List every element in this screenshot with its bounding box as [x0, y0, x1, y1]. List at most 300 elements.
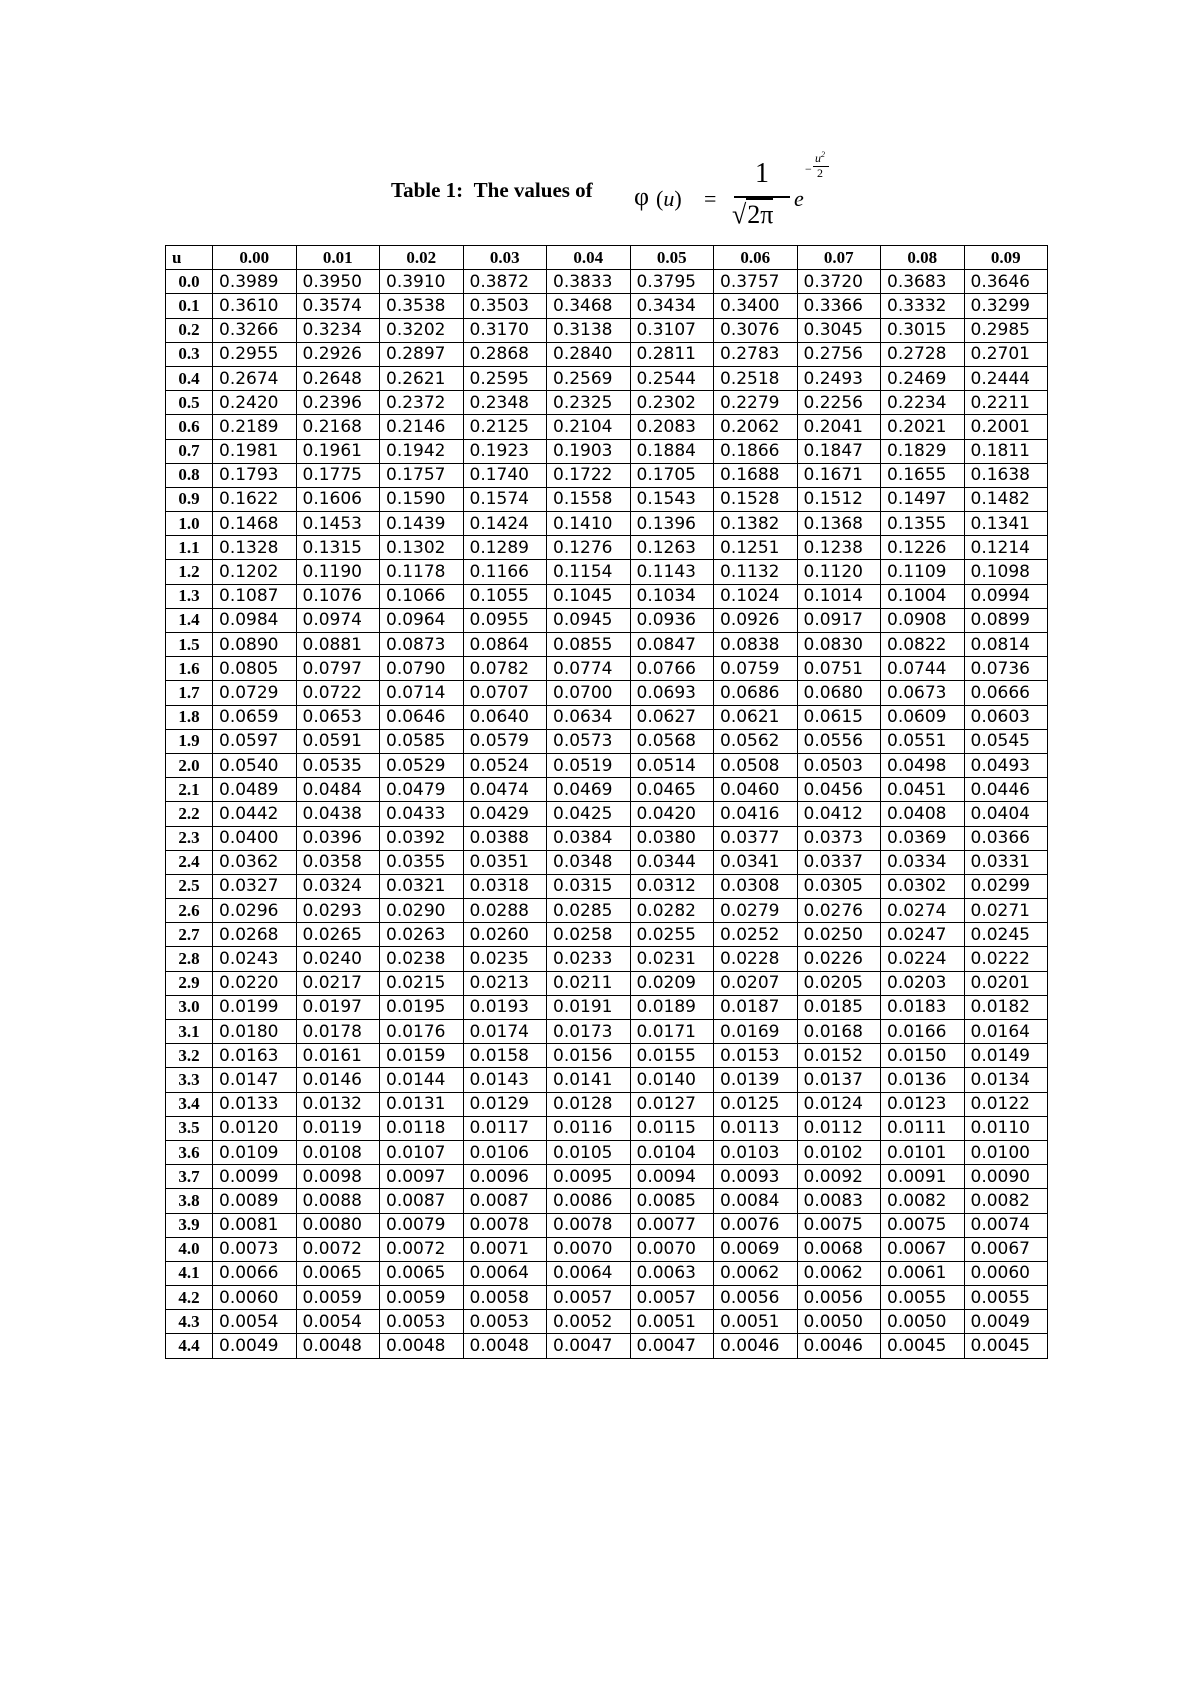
table-cell: 0.1214 [964, 536, 1048, 560]
table-cell: 0.0071 [463, 1237, 547, 1261]
table-cell: 0.0263 [380, 923, 464, 947]
table-cell: 0.0201 [964, 971, 1048, 995]
table-cell: 0.1655 [881, 463, 965, 487]
row-header: 1.7 [166, 681, 213, 705]
table-cell: 0.0133 [213, 1092, 297, 1116]
table-cell: 0.0187 [714, 995, 798, 1019]
table-cell: 0.0722 [296, 681, 380, 705]
table-cell: 0.1497 [881, 487, 965, 511]
table-cell: 0.0112 [797, 1116, 881, 1140]
table-cell: 0.2756 [797, 342, 881, 366]
table-row [166, 802, 1048, 826]
row-header: 0.2 [166, 318, 213, 342]
table-cell: 0.0060 [213, 1286, 297, 1310]
column-header: 0.08 [881, 246, 965, 270]
table-cell: 0.1368 [797, 512, 881, 536]
table-cell: 0.0087 [463, 1189, 547, 1213]
table-cell: 0.0166 [881, 1020, 965, 1044]
table-cell: 0.0744 [881, 657, 965, 681]
table-cell: 0.0211 [547, 971, 631, 995]
table-cell: 0.0579 [463, 729, 547, 753]
row-header: 0.4 [166, 366, 213, 390]
table-cell: 0.1154 [547, 560, 631, 584]
table-cell: 0.0646 [380, 705, 464, 729]
table-cell: 0.0119 [296, 1116, 380, 1140]
table-cell: 0.1482 [964, 487, 1048, 511]
table-cell: 0.0050 [797, 1310, 881, 1334]
table-cell: 0.0964 [380, 608, 464, 632]
table-cell: 0.0331 [964, 850, 1048, 874]
table-cell: 0.0070 [630, 1237, 714, 1261]
table-cell: 0.2279 [714, 391, 798, 415]
table-cell: 0.0182 [964, 995, 1048, 1019]
table-cell: 0.0096 [463, 1165, 547, 1189]
row-header: 2.3 [166, 826, 213, 850]
column-header: 0.03 [463, 246, 547, 270]
table-cell: 0.1014 [797, 584, 881, 608]
table-cell: 0.0048 [296, 1334, 380, 1358]
table-cell: 0.1606 [296, 487, 380, 511]
table-cell: 0.0146 [296, 1068, 380, 1092]
table-cell: 0.0189 [630, 995, 714, 1019]
table-cell: 0.0400 [213, 826, 297, 850]
table-row [166, 971, 1048, 995]
table-cell: 0.0469 [547, 778, 631, 802]
row-header: 0.9 [166, 487, 213, 511]
table-cell: 0.0302 [881, 874, 965, 898]
row-header: 1.9 [166, 729, 213, 753]
table-row [166, 1165, 1048, 1189]
table-cell: 0.0089 [213, 1189, 297, 1213]
table-cell: 0.2348 [463, 391, 547, 415]
row-header: 2.1 [166, 778, 213, 802]
table-row [166, 342, 1048, 366]
table-cell: 0.3989 [213, 270, 297, 294]
row-header: 4.3 [166, 1310, 213, 1334]
table-cell: 0.1066 [380, 584, 464, 608]
row-header: 4.2 [166, 1286, 213, 1310]
table-cell: 0.0224 [881, 947, 965, 971]
table-cell: 0.0065 [380, 1261, 464, 1285]
table-cell: 0.3683 [881, 270, 965, 294]
table-cell: 0.0149 [964, 1044, 1048, 1068]
table-cell: 0.0169 [714, 1020, 798, 1044]
table-row [166, 608, 1048, 632]
table-cell: 0.0191 [547, 995, 631, 1019]
table-cell: 0.0299 [964, 874, 1048, 898]
table-cell: 0.1740 [463, 463, 547, 487]
table-row [166, 923, 1048, 947]
table-cell: 0.0075 [881, 1213, 965, 1237]
table-cell: 0.0766 [630, 657, 714, 681]
table-cell: 0.0233 [547, 947, 631, 971]
table-row [166, 753, 1048, 777]
column-header: 0.00 [213, 246, 297, 270]
table-cell: 0.1847 [797, 439, 881, 463]
table-cell: 0.0324 [296, 874, 380, 898]
table-cell: 0.1424 [463, 512, 547, 536]
table-cell: 0.0080 [296, 1213, 380, 1237]
table-cell: 0.0276 [797, 899, 881, 923]
row-header: 0.3 [166, 342, 213, 366]
table-row [166, 318, 1048, 342]
table-cell: 0.0384 [547, 826, 631, 850]
table-cell: 0.0220 [213, 971, 297, 995]
table-cell: 0.1439 [380, 512, 464, 536]
table-cell: 0.0108 [296, 1140, 380, 1164]
row-header: 2.2 [166, 802, 213, 826]
formula-numerator: 1 [755, 158, 769, 189]
formula-exponent [805, 150, 845, 186]
table-cell: 0.0337 [797, 850, 881, 874]
table-cell: 0.0073 [213, 1237, 297, 1261]
exponent-power: 2 [821, 150, 825, 159]
table-cell: 0.0573 [547, 729, 631, 753]
table-row [166, 294, 1048, 318]
table-cell: 0.0597 [213, 729, 297, 753]
table-cell: 0.2868 [463, 342, 547, 366]
table-row [166, 1020, 1048, 1044]
table-cell: 0.0180 [213, 1020, 297, 1044]
table-cell: 0.0123 [881, 1092, 965, 1116]
table-cell: 0.0057 [547, 1286, 631, 1310]
table-cell: 0.1543 [630, 487, 714, 511]
table-cell: 0.0729 [213, 681, 297, 705]
table-cell: 0.3950 [296, 270, 380, 294]
table-cell: 0.0673 [881, 681, 965, 705]
table-row [166, 415, 1048, 439]
row-header: 1.1 [166, 536, 213, 560]
row-header: 0.1 [166, 294, 213, 318]
table-cell: 0.2062 [714, 415, 798, 439]
table-cell: 0.0653 [296, 705, 380, 729]
row-header: 3.3 [166, 1068, 213, 1092]
table-cell: 0.0285 [547, 899, 631, 923]
table-row [166, 995, 1048, 1019]
table-cell: 0.0110 [964, 1116, 1048, 1140]
table-cell: 0.0380 [630, 826, 714, 850]
row-header: 2.9 [166, 971, 213, 995]
table-cell: 0.0627 [630, 705, 714, 729]
row-header: 3.5 [166, 1116, 213, 1140]
table-cell: 0.0377 [714, 826, 798, 850]
table-cell: 0.1087 [213, 584, 297, 608]
table-cell: 0.0751 [797, 657, 881, 681]
table-row [166, 560, 1048, 584]
table-cell: 0.0047 [630, 1334, 714, 1358]
table-cell: 0.0258 [547, 923, 631, 947]
table-cell: 0.0100 [964, 1140, 1048, 1164]
table-cell: 0.0045 [881, 1334, 965, 1358]
table-cell: 0.0484 [296, 778, 380, 802]
table-cell: 0.0222 [964, 947, 1048, 971]
table-cell: 0.0077 [630, 1213, 714, 1237]
formula-denominator [732, 200, 773, 230]
exponent-denominator: 2 [817, 166, 823, 180]
table-cell: 0.0984 [213, 608, 297, 632]
table-cell: 0.0404 [964, 802, 1048, 826]
table-cell: 0.0107 [380, 1140, 464, 1164]
table-cell: 0.0341 [714, 850, 798, 874]
table-cell: 0.2493 [797, 366, 881, 390]
table-cell: 0.0714 [380, 681, 464, 705]
row-header: 1.8 [166, 705, 213, 729]
table-cell: 0.0634 [547, 705, 631, 729]
table-cell: 0.1775 [296, 463, 380, 487]
pdf-formula [634, 150, 834, 230]
table-cell: 0.1671 [797, 463, 881, 487]
table-cell: 0.0503 [797, 753, 881, 777]
row-header: 0.5 [166, 391, 213, 415]
table-cell: 0.0131 [380, 1092, 464, 1116]
table-cell: 0.0095 [547, 1165, 631, 1189]
table-cell: 0.0185 [797, 995, 881, 1019]
table-cell: 0.0150 [881, 1044, 965, 1068]
table-cell: 0.1961 [296, 439, 380, 463]
table-cell: 0.0366 [964, 826, 1048, 850]
table-cell: 0.0508 [714, 753, 798, 777]
table-row [166, 874, 1048, 898]
table-cell: 0.0075 [797, 1213, 881, 1237]
table-cell: 0.1045 [547, 584, 631, 608]
row-header: 0.7 [166, 439, 213, 463]
table-cell: 0.1178 [380, 560, 464, 584]
table-title [0, 150, 1200, 230]
table-cell: 0.0917 [797, 608, 881, 632]
table-cell: 0.0161 [296, 1044, 380, 1068]
table-cell: 0.2811 [630, 342, 714, 366]
row-header: 3.6 [166, 1140, 213, 1164]
table-cell: 0.1574 [463, 487, 547, 511]
table-cell: 0.3332 [881, 294, 965, 318]
table-cell: 0.0060 [964, 1261, 1048, 1285]
table-cell: 0.2701 [964, 342, 1048, 366]
table-cell: 0.1120 [797, 560, 881, 584]
row-header: 3.0 [166, 995, 213, 1019]
row-header: 3.2 [166, 1044, 213, 1068]
table-cell: 0.2168 [296, 415, 380, 439]
table-cell: 0.1302 [380, 536, 464, 560]
table-cell: 0.1190 [296, 560, 380, 584]
table-cell: 0.0955 [463, 608, 547, 632]
table-cell: 0.2444 [964, 366, 1048, 390]
table-cell: 0.2125 [463, 415, 547, 439]
table-cell: 0.0079 [380, 1213, 464, 1237]
table-cell: 0.0250 [797, 923, 881, 947]
table-cell: 0.0790 [380, 657, 464, 681]
table-cell: 0.0355 [380, 850, 464, 874]
table-cell: 0.1034 [630, 584, 714, 608]
table-row [166, 633, 1048, 657]
table-cell: 0.0247 [881, 923, 965, 947]
table-cell: 0.0050 [881, 1310, 965, 1334]
table-cell: 0.2021 [881, 415, 965, 439]
table-row [166, 1140, 1048, 1164]
table-cell: 0.1238 [797, 536, 881, 560]
table-cell: 0.2234 [881, 391, 965, 415]
row-header: 4.4 [166, 1334, 213, 1358]
table-cell: 0.0362 [213, 850, 297, 874]
table-cell: 0.0205 [797, 971, 881, 995]
table-cell: 0.1811 [964, 439, 1048, 463]
table-cell: 0.0081 [213, 1213, 297, 1237]
table-cell: 0.2569 [547, 366, 631, 390]
table-cell: 0.0136 [881, 1068, 965, 1092]
table-cell: 0.0213 [463, 971, 547, 995]
table-cell: 0.1076 [296, 584, 380, 608]
table-cell: 0.0238 [380, 947, 464, 971]
table-cell: 0.0855 [547, 633, 631, 657]
row-header: 4.0 [166, 1237, 213, 1261]
table-cell: 0.0056 [714, 1286, 798, 1310]
row-header: 3.7 [166, 1165, 213, 1189]
table-cell: 0.0074 [964, 1213, 1048, 1237]
table-cell: 0.0519 [547, 753, 631, 777]
table-cell: 0.0936 [630, 608, 714, 632]
table-row [166, 487, 1048, 511]
table-cell: 0.0615 [797, 705, 881, 729]
table-cell: 0.3400 [714, 294, 798, 318]
table-cell: 0.0046 [797, 1334, 881, 1358]
row-header: 2.4 [166, 850, 213, 874]
table-cell: 0.0125 [714, 1092, 798, 1116]
table-row [166, 826, 1048, 850]
table-cell: 0.0113 [714, 1116, 798, 1140]
table-cell: 0.0070 [547, 1237, 631, 1261]
table-cell: 0.0315 [547, 874, 631, 898]
table-cell: 0.0433 [380, 802, 464, 826]
table-cell: 0.0076 [714, 1213, 798, 1237]
table-cell: 0.1055 [463, 584, 547, 608]
table-cell: 0.0493 [964, 753, 1048, 777]
table-cell: 0.0429 [463, 802, 547, 826]
table-row [166, 584, 1048, 608]
table-cell: 0.2104 [547, 415, 631, 439]
table-cell: 0.0243 [213, 947, 297, 971]
table-cell: 0.3795 [630, 270, 714, 294]
table-cell: 0.0127 [630, 1092, 714, 1116]
table-cell: 0.2783 [714, 342, 798, 366]
table-cell: 0.2146 [380, 415, 464, 439]
table-row [166, 705, 1048, 729]
table-cell: 0.0252 [714, 923, 798, 947]
table-cell: 0.0057 [630, 1286, 714, 1310]
table-cell: 0.1263 [630, 536, 714, 560]
table-cell: 0.0797 [296, 657, 380, 681]
table-cell: 0.0290 [380, 899, 464, 923]
table-row [166, 270, 1048, 294]
table-cell: 0.0176 [380, 1020, 464, 1044]
table-cell: 0.0103 [714, 1140, 798, 1164]
table-cell: 0.1590 [380, 487, 464, 511]
table-cell: 0.0700 [547, 681, 631, 705]
table-cell: 0.3833 [547, 270, 631, 294]
column-header: 0.02 [380, 246, 464, 270]
table-cell: 0.0446 [964, 778, 1048, 802]
table-cell: 0.0408 [881, 802, 965, 826]
exponent-sign: − [805, 162, 812, 176]
table-cell: 0.0707 [463, 681, 547, 705]
table-cell: 0.0069 [714, 1237, 798, 1261]
table-cell: 0.0046 [714, 1334, 798, 1358]
table-cell: 0.0881 [296, 633, 380, 657]
table-cell: 0.0124 [797, 1092, 881, 1116]
table-cell: 0.1143 [630, 560, 714, 584]
table-cell: 0.1528 [714, 487, 798, 511]
table-cell: 0.1289 [463, 536, 547, 560]
table-cell: 0.0163 [213, 1044, 297, 1068]
formula-arg: (u) [656, 186, 682, 211]
table-cell: 0.0101 [881, 1140, 965, 1164]
table-cell: 0.0282 [630, 899, 714, 923]
column-header: 0.09 [964, 246, 1048, 270]
table-cell: 0.0308 [714, 874, 798, 898]
table-cell: 0.1251 [714, 536, 798, 560]
table-cell: 0.1098 [964, 560, 1048, 584]
table-cell: 0.0193 [463, 995, 547, 1019]
table-cell: 0.0568 [630, 729, 714, 753]
table-cell: 0.0416 [714, 802, 798, 826]
table-cell: 0.2211 [964, 391, 1048, 415]
column-header: 0.01 [296, 246, 380, 270]
table-cell: 0.0132 [296, 1092, 380, 1116]
table-cell: 0.0129 [463, 1092, 547, 1116]
table-cell: 0.2674 [213, 366, 297, 390]
table-cell: 0.0143 [463, 1068, 547, 1092]
table-cell: 0.0736 [964, 657, 1048, 681]
table-cell: 0.0609 [881, 705, 965, 729]
formula-arg-u: u [663, 186, 675, 211]
table-cell: 0.3015 [881, 318, 965, 342]
table-cell: 0.0063 [630, 1261, 714, 1285]
row-header: 2.6 [166, 899, 213, 923]
table-cell: 0.0195 [380, 995, 464, 1019]
table-cell: 0.0111 [881, 1116, 965, 1140]
table-cell: 0.1793 [213, 463, 297, 487]
row-header: 4.1 [166, 1261, 213, 1285]
table-cell: 0.0062 [797, 1261, 881, 1285]
table-cell: 0.0562 [714, 729, 798, 753]
table-cell: 0.3468 [547, 294, 631, 318]
table-cell: 0.0097 [380, 1165, 464, 1189]
table-cell: 0.0093 [714, 1165, 798, 1189]
table-cell: 0.0479 [380, 778, 464, 802]
table-cell: 0.0049 [964, 1310, 1048, 1334]
table-cell: 0.2396 [296, 391, 380, 415]
table-cell: 0.0321 [380, 874, 464, 898]
table-cell: 0.2595 [463, 366, 547, 390]
table-cell: 0.0235 [463, 947, 547, 971]
table-cell: 0.3076 [714, 318, 798, 342]
table-cell: 0.0226 [797, 947, 881, 971]
title-text [391, 178, 593, 202]
table-cell: 0.0438 [296, 802, 380, 826]
table-cell: 0.0334 [881, 850, 965, 874]
table-cell: 0.1328 [213, 536, 297, 560]
table-cell: 0.0055 [964, 1286, 1048, 1310]
table-cell: 0.0348 [547, 850, 631, 874]
table-cell: 0.0351 [463, 850, 547, 874]
table-cell: 0.0164 [964, 1020, 1048, 1044]
table-cell: 0.3266 [213, 318, 297, 342]
table-row [166, 1286, 1048, 1310]
table-cell: 0.2256 [797, 391, 881, 415]
table-cell: 0.1866 [714, 439, 798, 463]
table-cell: 0.0086 [547, 1189, 631, 1213]
table-cell: 0.0369 [881, 826, 965, 850]
table-cell: 0.0217 [296, 971, 380, 995]
table-cell: 0.0873 [380, 633, 464, 657]
